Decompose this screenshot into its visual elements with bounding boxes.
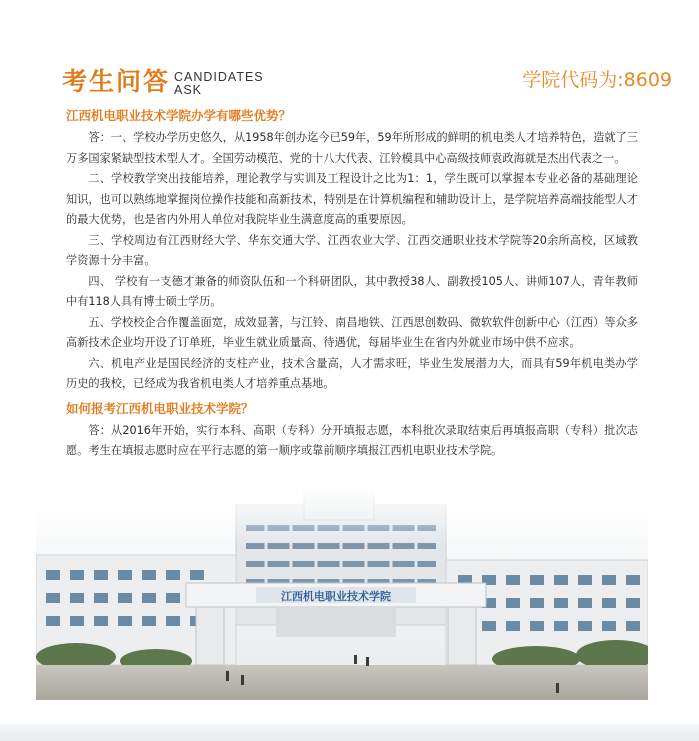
campus-photo (36, 485, 648, 700)
answer-paragraph: 六、机电产业是国民经济的支柱产业，技术含量高，人才需求旺，毕业生发展潜力大，而具有59年机电类办学历史的我校，已经成为我省机电类人才培养重点基地。 (66, 356, 638, 390)
answer-paragraph: 五、学校校企合作覆盖面宽，成效显著，与江铃、南昌地铁、江西思创数码、微软软件创新中心（江西）等众多高新技术企业均开设了订单班，毕业生就业质量高、待遇优，每届毕业生在省内外就业市场中供不应求。 (66, 315, 638, 349)
question-how-to-apply: 如何报考江西机电职业技术学院？ (66, 400, 254, 416)
answer-paragraph: 三、学校周边有江西财经大学、华东交通大学、江西农业大学、江西交通职业技术学院等20余所高校，区域教学资源十分丰富。 (66, 233, 638, 267)
gate-sign: 江西机电职业技术学院 (281, 590, 391, 603)
page-header (62, 66, 672, 100)
question-advantages: 江西机电职业技术学院办学有哪些优势？ (66, 108, 292, 123)
answer-paragraph: 四、 学校有一支德才兼备的师资队伍和一个科研团队，其中教授38人、副教授105人、讲师107人，青年教师中有118人具有博士硕士学历。 (66, 274, 638, 308)
section-title-en (174, 71, 264, 97)
title-en-line-1: CANDIDATES (174, 70, 264, 84)
answer-paragraph: 二、学校教学突出技能培养，理论教学与实训及工程设计之比为1：1，学生既可以掌握本专业必备的基础理论知识，也可以熟练地掌握岗位操作技能和高新技术，特别是在计算机编程和辅助设计上，是学院培养高端技能型人才的最大优势，也是省内外用人单位对我院毕业生满意度高的重要原因。 (66, 172, 638, 226)
section-title-cn: 考生问答 (62, 67, 171, 96)
title-en-line-2: ASK (174, 83, 203, 97)
campus-building-illustration (36, 485, 648, 700)
answer-paragraph: 答：一、学校办学历史悠久，从1958年创办迄今已59年，59年所形成的鲜明的机电类人才培养特色，造就了三万多国家紧缺型技术型人才。全国劳动模范、党的十八大代表、江铃模具中心高级技师袁政海就是杰出代表之一。 (66, 131, 638, 165)
campus-ground (36, 665, 648, 700)
answer-paragraph: 答：从2016年开始，实行本科、高职（专科）分开填报志愿，本科批次录取结束后再填报高职（专科）批次志愿。考生在填报志愿时应在平行志愿的第一顺序或靠前顺序填报江西机电职业技术学院。 (66, 423, 638, 457)
school-code: 学院代码为:8609 (522, 69, 672, 91)
page-bottom-bar (0, 724, 699, 741)
qa-content (66, 106, 638, 462)
